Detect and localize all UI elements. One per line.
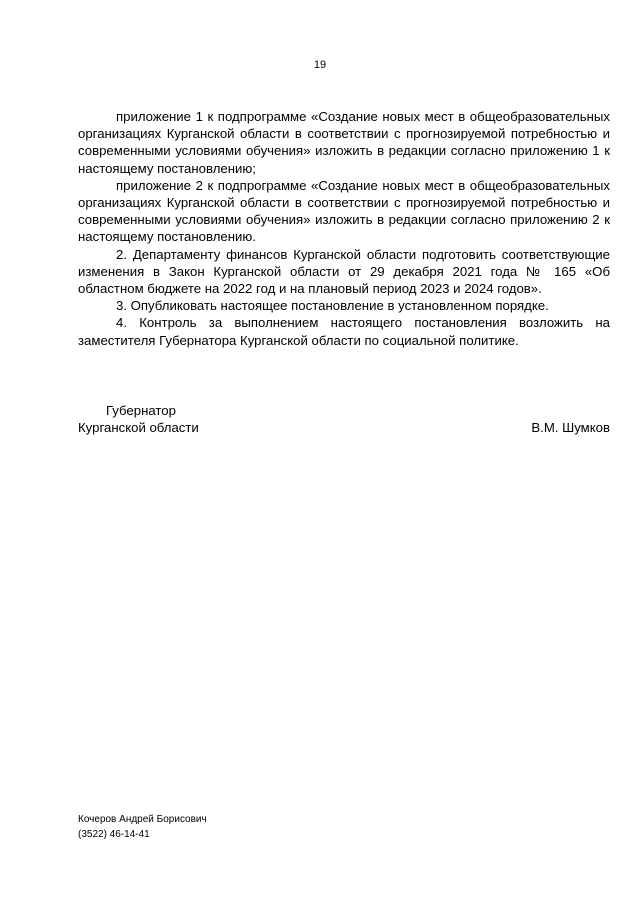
document-body xyxy=(78,108,610,349)
page-number: 19 xyxy=(313,59,327,71)
paragraph-finance-department: 2. Департаменту финансов Курганской области подготовить соответствующие изменения в Закон Курганской области от 29 декабря 2021 года № 165 «Об областном бюджете на 2022 год и на плановый период 2023 и 2024 годов». xyxy=(78,246,610,297)
signature-block xyxy=(78,402,610,436)
paragraph-publish: 3. Опубликовать настоящее постановление в установленном порядке. xyxy=(116,298,549,314)
paragraph-appendix-2: приложение 2 к подпрограмме «Создание новых мест в общеобразовательных организациях Курганской области в соответствии с прогнозируемой потребностью и современными условиями обучения» изложить в редакции согласно приложению 2 к настоящему постановлению. xyxy=(78,177,610,245)
signatory-name: В.М. Шумков xyxy=(531,420,610,436)
executor-block xyxy=(78,813,207,842)
executor-phone: (3522) 46-14-41 xyxy=(78,828,150,840)
signature-title-line1: Губернатор xyxy=(106,403,176,418)
executor-name: Кочеров Андрей Борисович xyxy=(78,814,207,825)
paragraph-control: 4. Контроль за выполнением настоящего постановления возложить на заместителя Губернатора Курганской области по социальной политике. xyxy=(78,315,610,348)
signature-title-line2: Курганской области xyxy=(78,420,199,436)
paragraph-appendix-1: приложение 1 к подпрограмме «Создание новых мест в общеобразовательных организациях Курганской области в соответствии с прогнозируемой потребностью и современными условиями обучения» изложить в редакции согласно приложению 1 к настоящему постановлению; xyxy=(78,109,610,176)
